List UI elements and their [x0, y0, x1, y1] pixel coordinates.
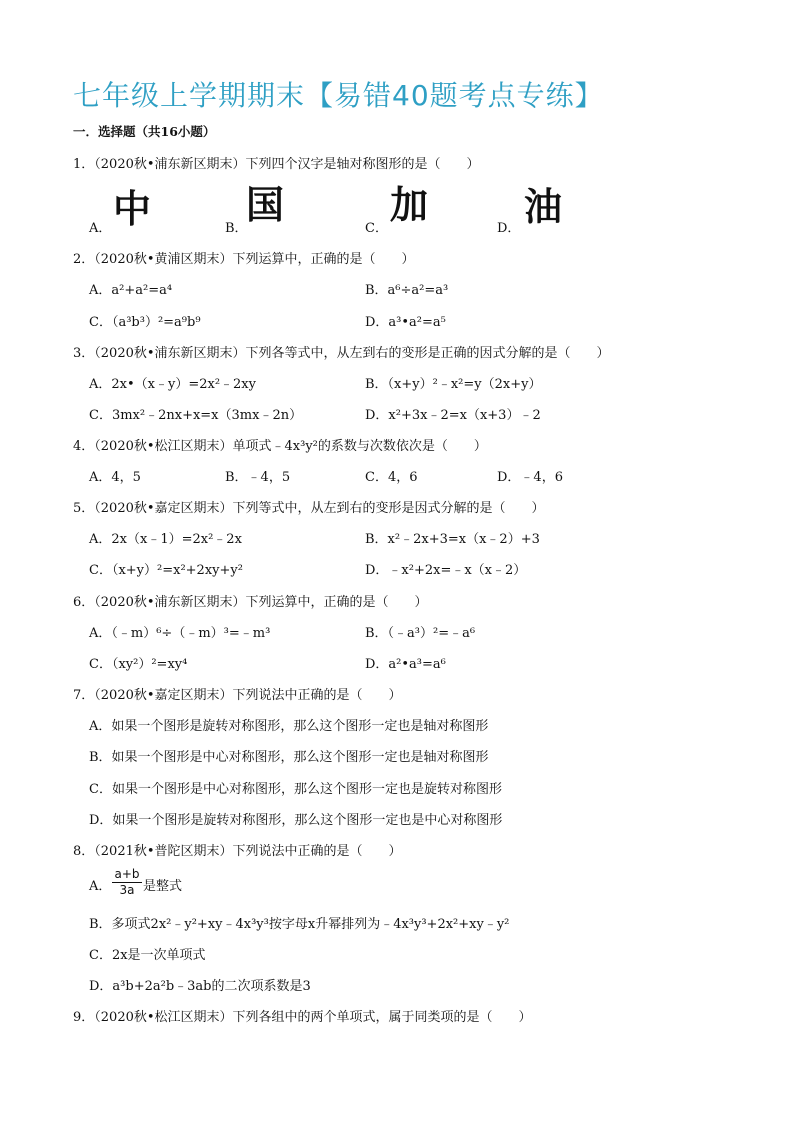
question-5: 5．（2020秋•嘉定区期末）下列等式中，从左到右的变形是因式分解的是（ ）: [73, 501, 545, 516]
q8-option-d: D．a³b+2a²b﹣3ab的二次项系数是3: [89, 979, 311, 994]
q2-option-b: B．a⁶÷a²=a³: [365, 283, 449, 298]
question-4: 4．（2020秋•松江区期末）单项式﹣4x³y²的系数与次数依次是（ ）: [73, 439, 487, 454]
q1-label-c: C．: [365, 221, 388, 236]
q4-option-c: C．4，6: [365, 470, 418, 485]
q5-option-d: D．﹣x²+2x=﹣x（x﹣2）: [365, 563, 527, 578]
q4-option-d: D．﹣4，6: [497, 470, 563, 485]
q5-option-b: B．x²﹣2x+3=x（x﹣2）+3: [365, 532, 540, 547]
q2-option-c: C．（a³b³）²=a⁹b⁹: [89, 315, 201, 330]
q6-option-d: D．a²•a³=a⁶: [365, 657, 446, 672]
q6-option-b: B．（﹣a³）²=﹣a⁶: [365, 626, 476, 641]
q8-option-a-label: A．: [89, 879, 112, 894]
q7-option-a: A．如果一个图形是旋转对称图形，那么这个图形一定也是轴对称图形: [89, 719, 489, 734]
q1-char-b: 国: [246, 183, 285, 227]
q5-option-a: A．2x（x﹣1）=2x²﹣2x: [89, 532, 242, 547]
section-heading: 一．选择题（共16小题）: [73, 124, 216, 139]
q7-option-c: C．如果一个图形是中心对称图形，那么这个图形一定也是旋转对称图形: [89, 782, 502, 797]
question-6: 6．（2020秋•浦东新区期末）下列运算中，正确的是（ ）: [73, 595, 428, 610]
q7-option-b: B．如果一个图形是中心对称图形，那么这个图形一定也是轴对称图形: [89, 750, 489, 765]
q6-option-c: C．（xy²）²=xy⁴: [89, 657, 188, 672]
q3-option-c: C．3mx²﹣2nx+x=x（3mx﹣2n）: [89, 408, 303, 423]
q3-option-b: B．（x+y）²﹣x²=y（2x+y）: [365, 377, 542, 392]
q1-label-b: B．: [225, 221, 248, 236]
q8-option-a-tail: 是整式: [143, 879, 183, 894]
q2-option-d: D．a³•a²=a⁵: [365, 315, 446, 330]
q4-option-b: B．﹣4，5: [225, 470, 291, 485]
question-8: 8．（2021秋•普陀区期末）下列说法中正确的是（ ）: [73, 844, 402, 859]
q2-option-a: A．a²+a²=a⁴: [89, 283, 173, 298]
question-2: 2．（2020秋•黄浦区期末）下列运算中，正确的是（ ）: [73, 252, 415, 267]
q6-option-a: A．（﹣m）⁶÷（﹣m）³=﹣m³: [89, 626, 271, 641]
q1-label-d: D．: [497, 221, 521, 236]
q8-option-b: B．多项式2x²﹣y²+xy﹣4x³y³按字母x升幂排列为﹣4x³y³+2x²+xy﹣y²: [89, 917, 510, 932]
question-9: 9．（2020秋•松江区期末）下列各组中的两个单项式，属于同类项的是（ ）: [73, 1010, 532, 1025]
q1-char-d: 油: [524, 185, 563, 229]
q8-fraction-numerator: a+b: [112, 867, 142, 883]
page-title: 七年级上学期期末【易错40题考点专练】: [73, 79, 604, 112]
question-3: 3．（2020秋•浦东新区期末）下列各等式中，从左到右的变形是正确的因式分解的是（ ）: [73, 346, 610, 361]
question-7: 7．（2020秋•嘉定区期末）下列说法中正确的是（ ）: [73, 688, 402, 703]
q8-fraction-denominator: 3a: [119, 883, 135, 897]
q1-char-a: 中: [113, 187, 152, 231]
q4-option-a: A．4，5: [89, 470, 141, 485]
question-1: 1．（2020秋•浦东新区期末）下列四个汉字是轴对称图形的是（ ）: [73, 157, 480, 172]
q1-char-c: 加: [390, 183, 429, 227]
q3-option-d: D．x²+3x﹣2=x（x+3）﹣2: [365, 408, 541, 423]
q7-option-d: D．如果一个图形是旋转对称图形，那么这个图形一定也是中心对称图形: [89, 813, 503, 828]
q5-option-c: C．（x+y）²=x²+2xy+y²: [89, 563, 243, 578]
q3-option-a: A．2x•（x﹣y）=2x²﹣2xy: [89, 377, 256, 392]
q8-option-c: C．2x是一次单项式: [89, 948, 206, 963]
q8-fraction: [112, 867, 142, 897]
q1-label-a: A．: [89, 221, 112, 236]
